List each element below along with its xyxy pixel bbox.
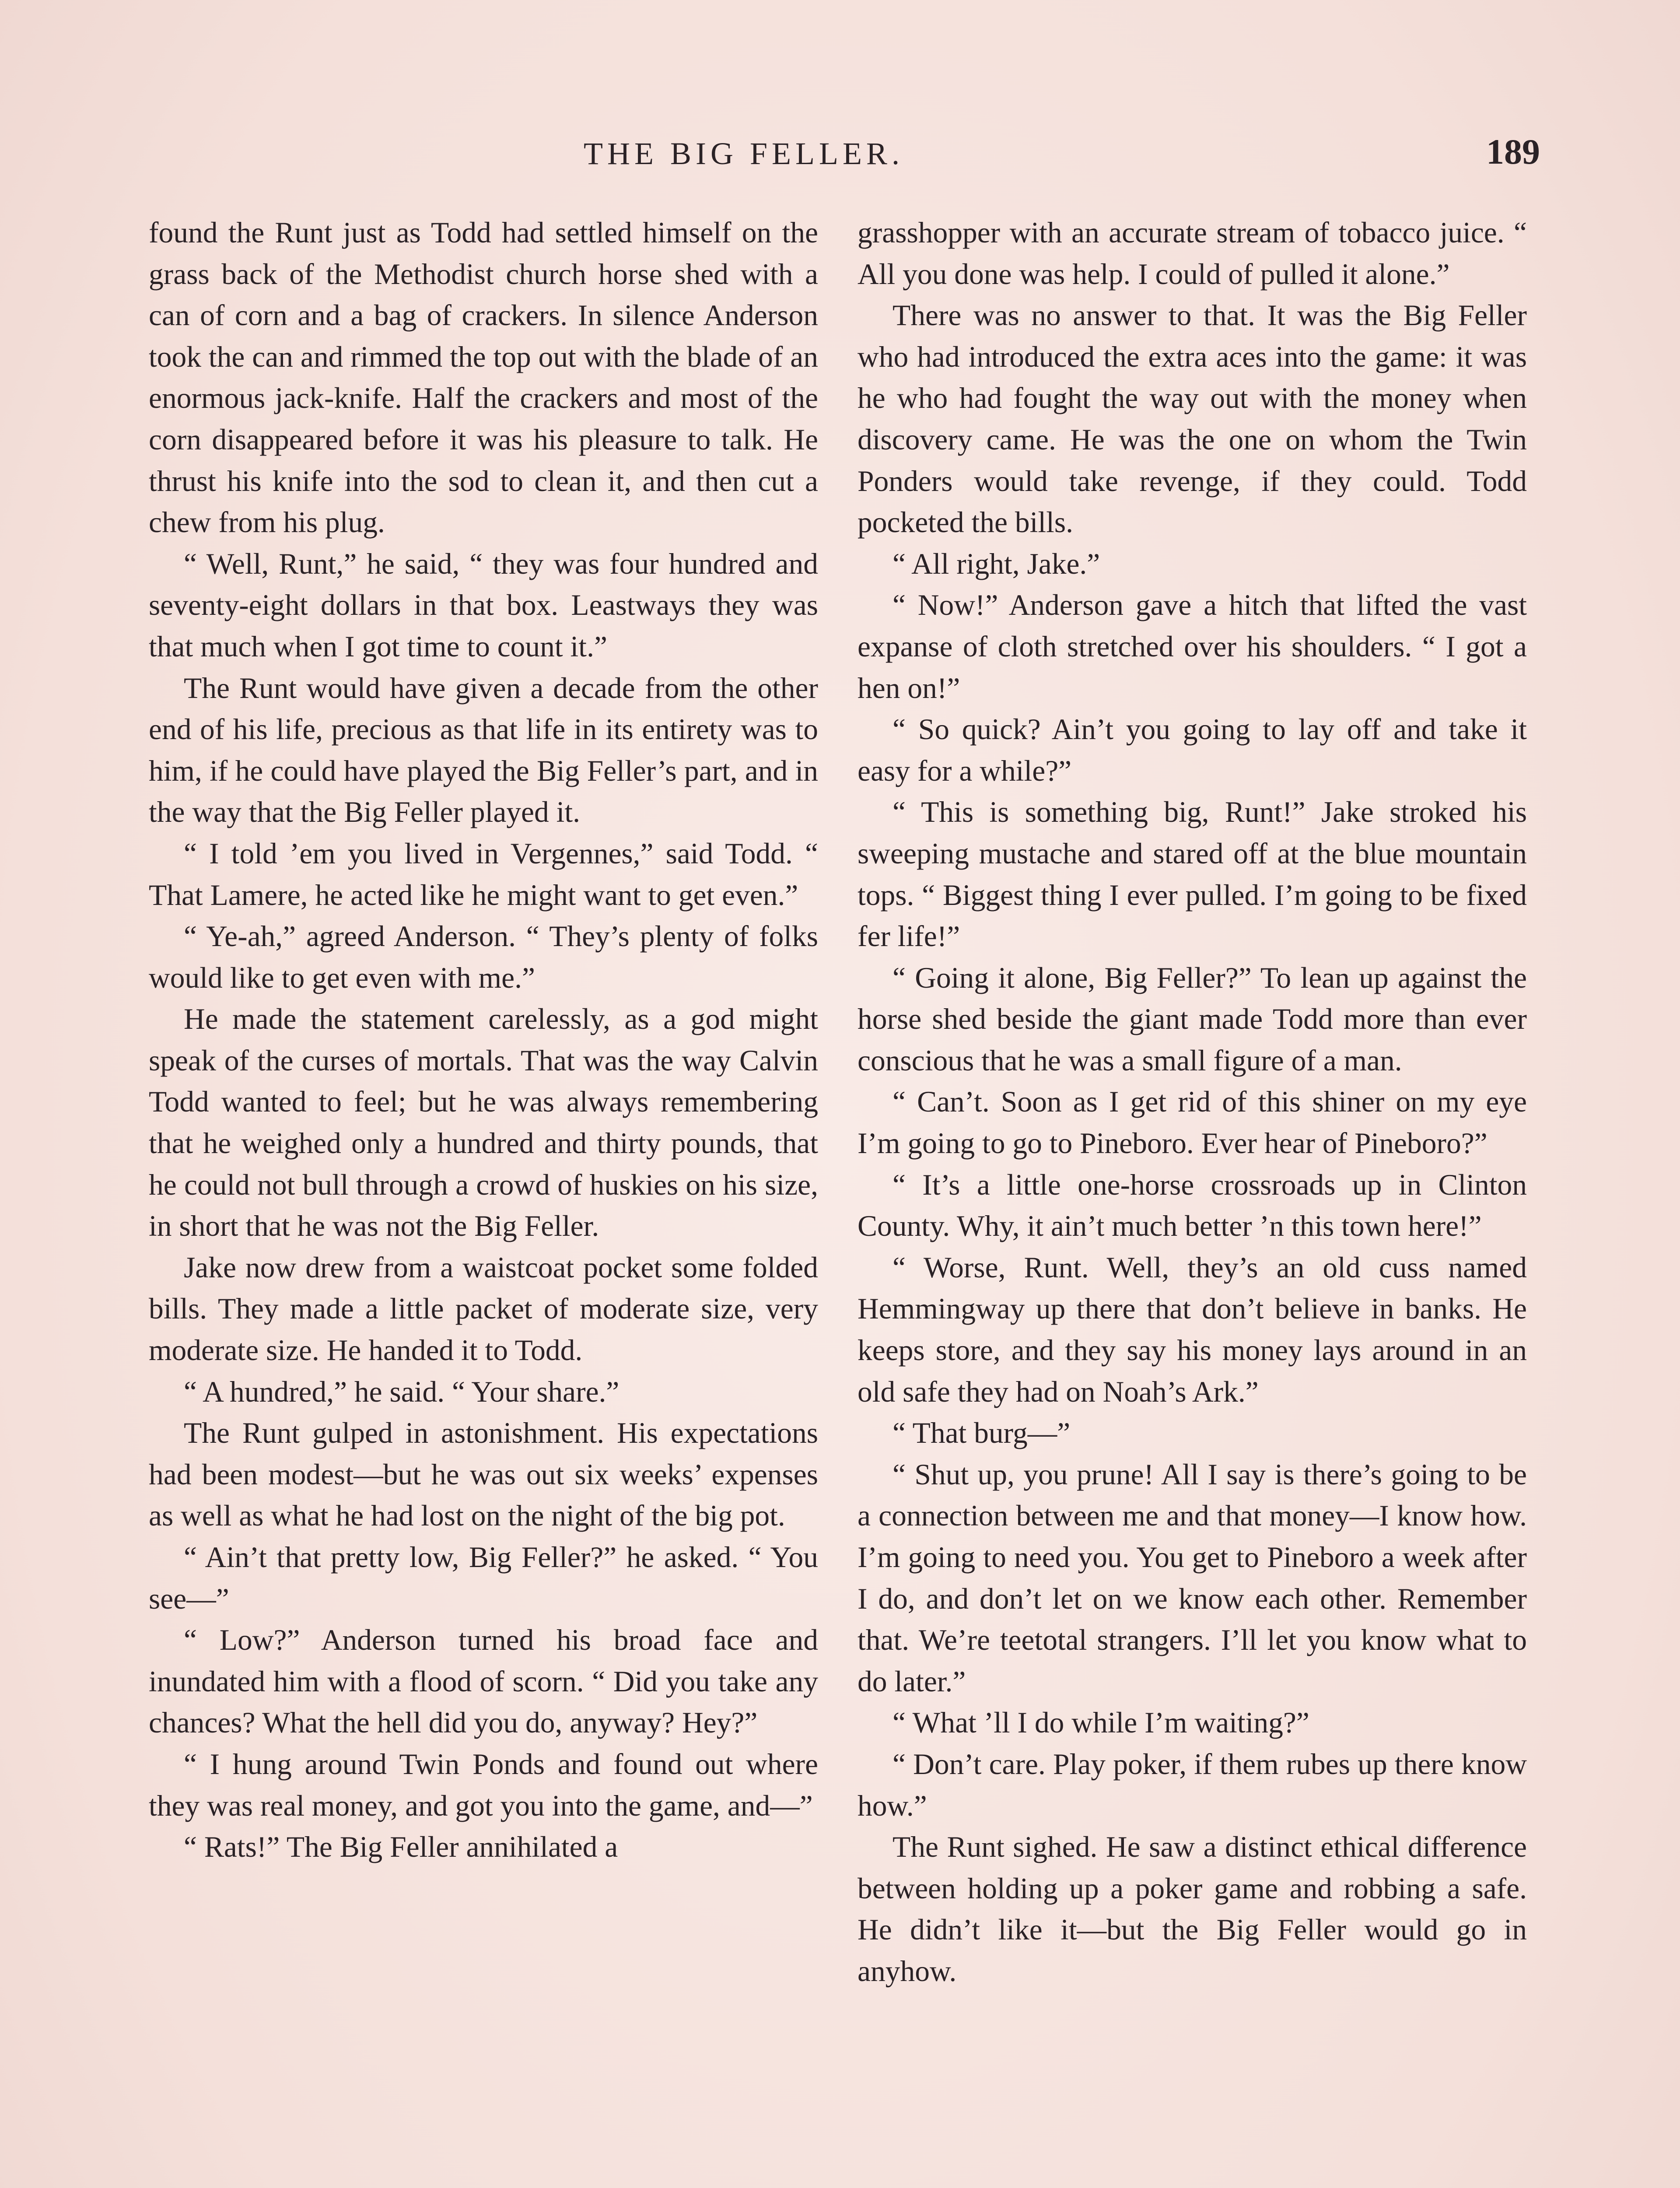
paragraph: “ It’s a little one-horse crossroads up in Clinton County. Why, it ain’t much better ’n this town here!” [858,1168,1527,1243]
paragraph: “ That burg—” [892,1417,1071,1450]
paragraph: “ Don’t care. Play poker, if them rubes up there know how.” [858,1747,1527,1822]
paragraph: The Runt sighed. He saw a distinct ethical difference between holding up a poker game and robbing a safe. He didn’t like it—but the Big Feller would go in anyhow. [858,1830,1527,1988]
page-number: 189 [1486,132,1540,172]
paragraph: “ All right, Jake.” [892,547,1100,580]
paragraph: Jake now drew from a waistcoat pocket some folded bills. They made a little packet of moderate size, very moderate size. He handed it to Todd. [149,1251,818,1367]
paragraph: “ Ye-ah,” agreed Anderson. “ They’s plenty of folks would like to get even with me.” [149,920,818,994]
paragraph: grasshopper with an accurate stream of tobacco juice. “ All you done was help. I could of pulled it alone.” [858,216,1527,291]
paragraph: “ So quick? Ain’t you going to lay off and take it easy for a while?” [858,713,1527,787]
paragraph: “ I hung around Twin Ponds and found out where they was real money, and got you into the game, and—” [149,1747,818,1822]
paragraph: “ What ’ll I do while I’m waiting?” [892,1706,1309,1739]
paragraph: The Runt gulped in astonishment. His expectations had been modest—but he was out six weeks’ expenses as well as what he had lost on the night of the big pot. [149,1417,818,1532]
paragraph: “ Now!” Anderson gave a hitch that lifted the vast expanse of cloth stretched over his shoulders. “ I got a hen on!” [858,589,1527,705]
paragraph: “ Well, Runt,” he said, “ they was four hundred and seventy-eight dollars in that box. Leastways they was that much when I got time to count it.” [149,547,818,663]
paragraph: “ Rats!” The Big Feller annihilated a [184,1830,618,1864]
paragraph: He made the statement carelessly, as a god might speak of the curses of mortals. That was the way Calvin Todd wanted to feel; but he was always remembering that he weighed only a hundred and thirty pounds, that he could not bull through a crowd of huskies on his size, in short that he was not the Big Feller. [149,1003,818,1243]
paragraph: “ Can’t. Soon as I get rid of this shiner on my eye I’m going to go to Pineboro. Ever hear of Pineboro?” [858,1085,1527,1160]
running-header: THE BIG FELLER. [584,136,904,171]
paragraph: “ Low?” Anderson turned his broad face and inundated him with a flood of scorn. “ Did you take any chances? What the hell did you do, anyway? Hey?” [149,1623,818,1739]
paragraph: There was no answer to that. It was the Big Feller who had introduced the extra aces into the game: it was he who had fought the way out with the money when discovery came. He was the one on whom the Twin Ponders would take revenge, if they could. Todd pocketed the bills. [858,299,1527,539]
right-column [858,212,1527,1992]
paragraph: found the Runt just as Todd had settled himself on the grass back of the Methodist church horse shed with a can of corn and a bag of crackers. In silence Anderson took the can and rimmed the top out with the blade of an enormous jack-knife. Half the crackers and most of the corn disappeared before it was his pleasure to talk. He thrust his knife into the sod to clean it, and then cut a chew from his plug. [149,216,818,539]
paragraph: “ Shut up, you prune! All I say is there’s going to be a connection between me and that money—I know how. I’m going to need you. You get to Pineboro a week after I do, and don’t let on we know each other. Remember that. We’re teetotal strangers. I’ll let you know what to do later.” [858,1458,1527,1698]
paragraph: “ Ain’t that pretty low, Big Feller?” he asked. “ You see—” [149,1541,818,1615]
paragraph: “ Going it alone, Big Feller?” To lean up against the horse shed beside the giant made Todd more than ever conscious that he was a small figure of a man. [858,961,1527,1077]
paragraph: “ Worse, Runt. Well, they’s an old cuss named Hemmingway up there that don’t believe in banks. He keeps store, and they say his money lays around in an old safe they had on Noah’s Ark.” [858,1251,1527,1408]
paragraph: “ This is something big, Runt!” Jake stroked his sweeping mustache and stared off at the blue mountain tops. “ Biggest thing I ever pulled. I’m going to be fixed fer life!” [858,796,1527,953]
paragraph: “ I told ’em you lived in Vergennes,” said Todd. “ That Lamere, he acted like he might want to get even.” [149,837,818,912]
left-column [149,212,818,1868]
paragraph: The Runt would have given a decade from the other end of his life, precious as that life in its entirety was to him, if he could have played the Big Feller’s part, and in the way that the Big Feller played it. [149,671,818,829]
paragraph: “ A hundred,” he said. “ Your share.” [184,1375,620,1408]
